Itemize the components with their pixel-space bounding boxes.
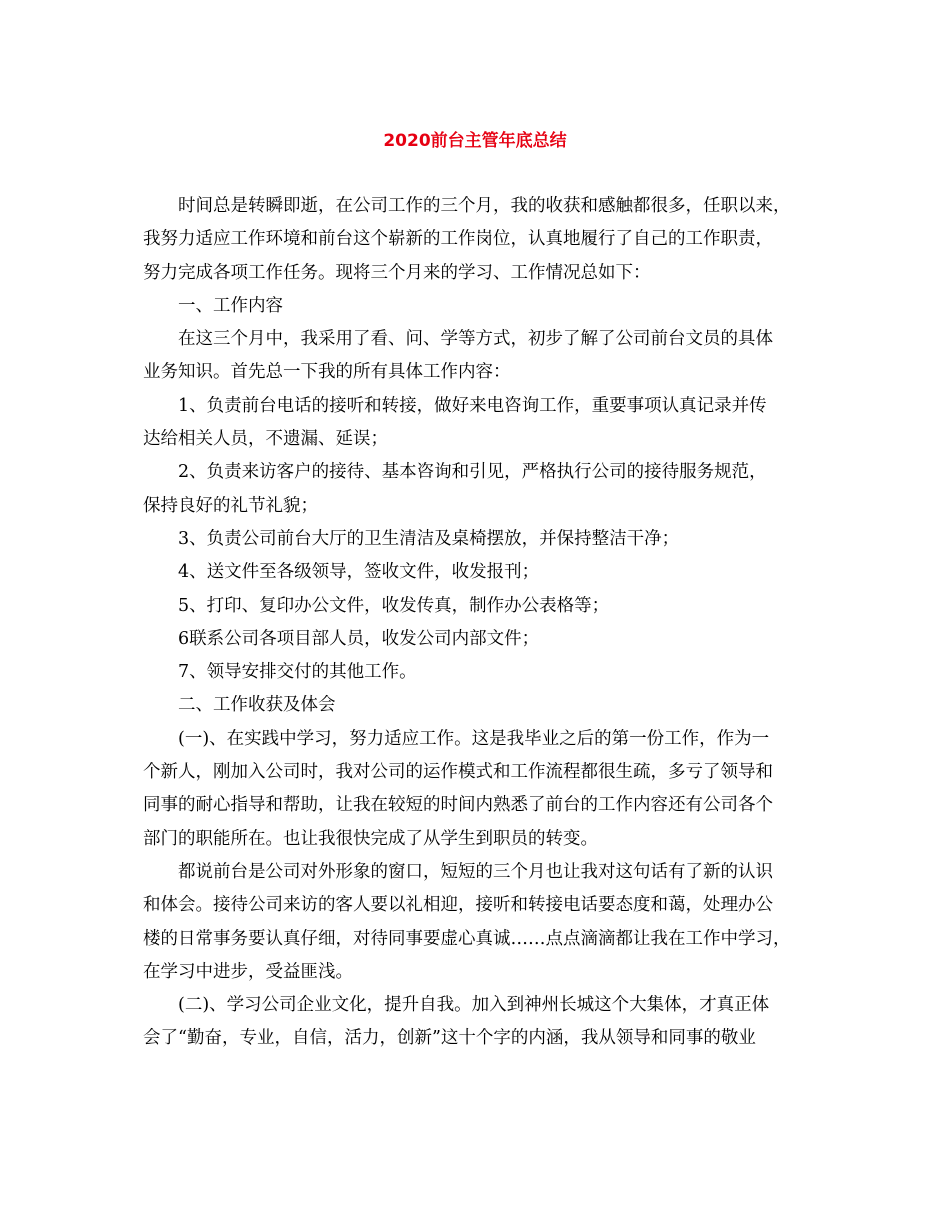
text-line: 部门的职能所在。也让我很快完成了从学生到职员的转变。 — [143, 828, 598, 849]
text-line: (一)、在实践中学习，努力适应工作。这是我毕业之后的第一份工作，作为一 — [178, 728, 770, 749]
document-body — [143, 190, 813, 1056]
text-line: 同事的耐心指导和帮助，让我在较短的时间内熟悉了前台的工作内容还有公司各个 — [143, 795, 773, 816]
text-line: 2、负责来访客户的接待、基本咨询和引见，严格执行公司的接待服务规范， — [178, 462, 767, 483]
text-line: 楼的日常事务要认真仔细，对待同事要虚心真诚……点点滴滴都让我在工作中学习， — [143, 928, 791, 949]
text-line: 一、工作内容 — [178, 295, 283, 316]
text-line: 在这三个月中，我采用了看、问、学等方式，初步了解了公司前台文员的具体 — [178, 329, 773, 350]
text-line: 都说前台是公司对外形象的窗口，短短的三个月也让我对这句话有了新的认识 — [178, 861, 773, 882]
text-line: 个新人，刚加入公司时，我对公司的运作模式和工作流程都很生疏，多亏了领导和 — [143, 762, 773, 783]
text-line: 保持良好的礼节礼貌； — [143, 495, 318, 516]
text-line: 和体会。接待公司来访的客人要以礼相迎，接听和转接电话要态度和蔼，处理办公 — [143, 895, 773, 916]
text-line: 我努力适应工作环境和前台这个崭新的工作岗位，认真地履行了自己的工作职责， — [143, 229, 773, 250]
text-line: 努力完成各项工作任务。现将三个月来的学习、工作情况总如下： — [143, 262, 651, 283]
text-line: 6联系公司各项目部人员，收发公司内部文件； — [178, 628, 540, 649]
text-line: 4、送文件至各级领导，签收文件，收发报刊； — [178, 562, 540, 583]
text-line: 7、领导安排交付的其他工作。 — [178, 662, 417, 683]
text-line: 在学习中进步，受益匪浅。 — [143, 961, 353, 982]
text-line: 1、负责前台电话的接听和转接，做好来电咨询工作，重要事项认真记录并传 — [178, 395, 767, 416]
document-title: 2020前台主管年底总结 — [383, 131, 567, 151]
text-line: (二)、学习公司企业文化，提升自我。加入到神州长城这个大集体，才真正体 — [178, 995, 770, 1016]
text-line: 会了“勤奋，专业，自信，活力，创新”这十个字的内涵，我从领导和同事的敬业 — [143, 1028, 756, 1049]
text-line: 二、工作收获及体会 — [178, 695, 336, 716]
text-line: 达给相关人员，不遗漏、延误； — [143, 429, 388, 450]
text-line: 5、打印、复印办公文件，收发传真，制作办公表格等； — [178, 595, 610, 616]
text-line: 3、负责公司前台大厅的卫生清洁及桌椅摆放，并保持整洁干净； — [178, 528, 680, 549]
text-line: 业务知识。首先总一下我的所有具体工作内容： — [143, 362, 511, 383]
text-line: 时间总是转瞬即逝，在公司工作的三个月，我的收获和感触都很多，任职以来， — [178, 196, 791, 216]
